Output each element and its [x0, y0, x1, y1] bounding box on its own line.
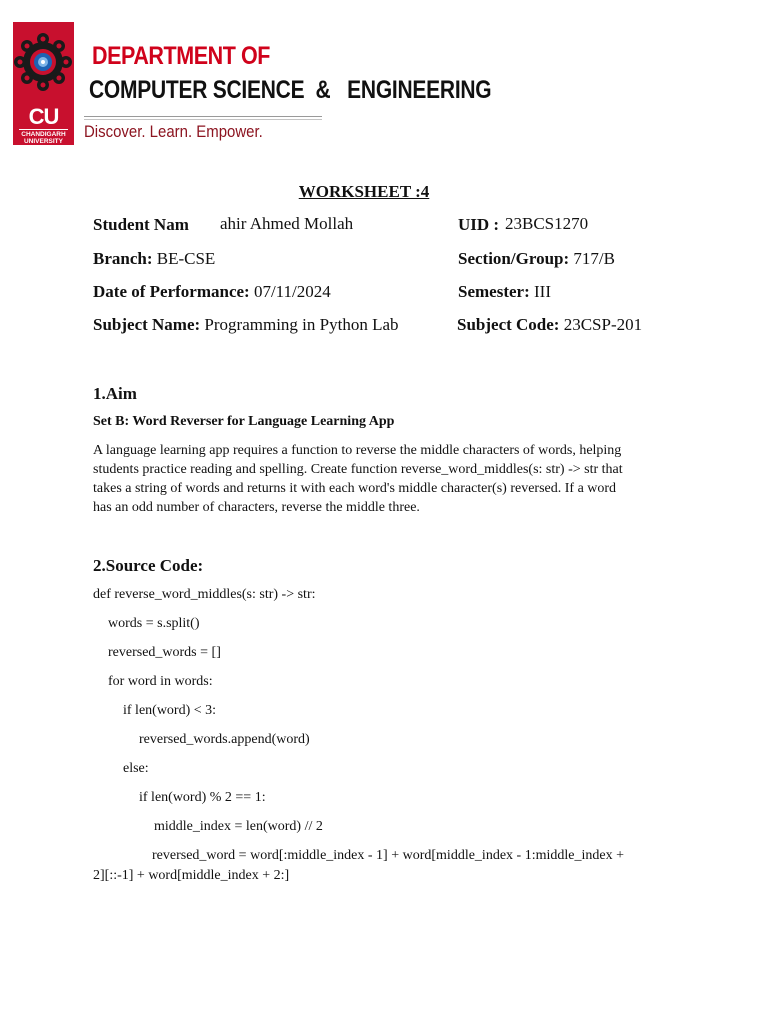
source-code-heading: 2.Source Code:: [93, 556, 204, 575]
department-title-line2: COMPUTER SCIENCE & ENGINEERING: [89, 76, 492, 104]
aim-line: has an odd number of characters, reverse the middle three.: [93, 500, 420, 515]
department-title-line1: DEPARTMENT OF: [92, 42, 270, 70]
branch-value: BE-CSE: [156, 249, 216, 268]
section-label: Section/Group:: [458, 249, 570, 268]
date-field: [93, 282, 331, 302]
uid-label: UID :: [458, 215, 500, 234]
logo-university-name: CHANDIGARH UNIVERSITY: [21, 131, 66, 145]
code-line: for word in words:: [108, 674, 213, 689]
worksheet-title: WORKSHEET :4: [298, 182, 430, 201]
subject-name-label: Subject Name:: [93, 315, 201, 334]
aim-line: A language learning app requires a function to reverse the middle characters of words, helping: [93, 443, 622, 458]
uid-field: [458, 215, 499, 235]
subject-name-field: [93, 315, 399, 335]
header-divider: [84, 116, 322, 117]
subject-code-value: 23CSP-201: [563, 315, 643, 334]
code-line: else:: [123, 761, 149, 776]
student-name-label: Student Nam: [93, 215, 189, 234]
code-line: reversed_words.append(word): [139, 732, 310, 747]
semester-value: III: [534, 282, 551, 301]
code-line: def reverse_word_middles(s: str) -> str:: [93, 587, 316, 602]
subject-name-value: Programming in Python Lab: [204, 315, 399, 334]
section-value: 717/B: [573, 249, 615, 268]
subject-code-field: [457, 315, 642, 335]
tagline: Discover. Learn. Empower.: [84, 122, 263, 141]
code-line: middle_index = len(word) // 2: [154, 819, 323, 834]
logo-divider: [19, 129, 68, 130]
code-line: words = s.split(): [108, 616, 200, 631]
student-name-value: ahir Ahmed Mollah: [220, 214, 354, 233]
gear-emblem-icon: [13, 22, 74, 108]
subject-code-label: Subject Code:: [457, 315, 560, 334]
code-line: 2][::-1] + word[middle_index + 2:]: [93, 868, 290, 883]
aim-line: students practice reading and spelling. Create function reverse_word_middles(s: str) -> str that: [93, 462, 623, 477]
code-line: reversed_words = []: [108, 645, 221, 660]
header-divider-shadow: [84, 119, 322, 120]
branch-field: [93, 249, 215, 269]
student-name-field: [93, 215, 189, 235]
date-value: 07/11/2024: [253, 282, 331, 301]
branch-label: Branch:: [93, 249, 153, 268]
code-line: if len(word) < 3:: [123, 703, 217, 718]
aim-subheading: Set B: Word Reverser for Language Learning App: [93, 414, 395, 429]
aim-line: takes a string of words and returns it with each word's middle character(s) reversed. If a word: [93, 481, 617, 496]
logo-text: CU: [28, 104, 59, 129]
section-field: [458, 249, 615, 269]
semester-field: [458, 282, 551, 302]
uid-value: 23BCS1270: [505, 214, 589, 233]
code-line: reversed_word = word[:middle_index - 1] + word[middle_index - 1:middle_index +: [152, 848, 624, 863]
aim-heading: 1.Aim: [93, 384, 137, 403]
code-line: if len(word) % 2 == 1:: [139, 790, 266, 805]
date-label: Date of Performance:: [93, 282, 250, 301]
aim-paragraph: [93, 441, 693, 517]
semester-label: Semester:: [458, 282, 530, 301]
university-logo: [13, 22, 74, 145]
